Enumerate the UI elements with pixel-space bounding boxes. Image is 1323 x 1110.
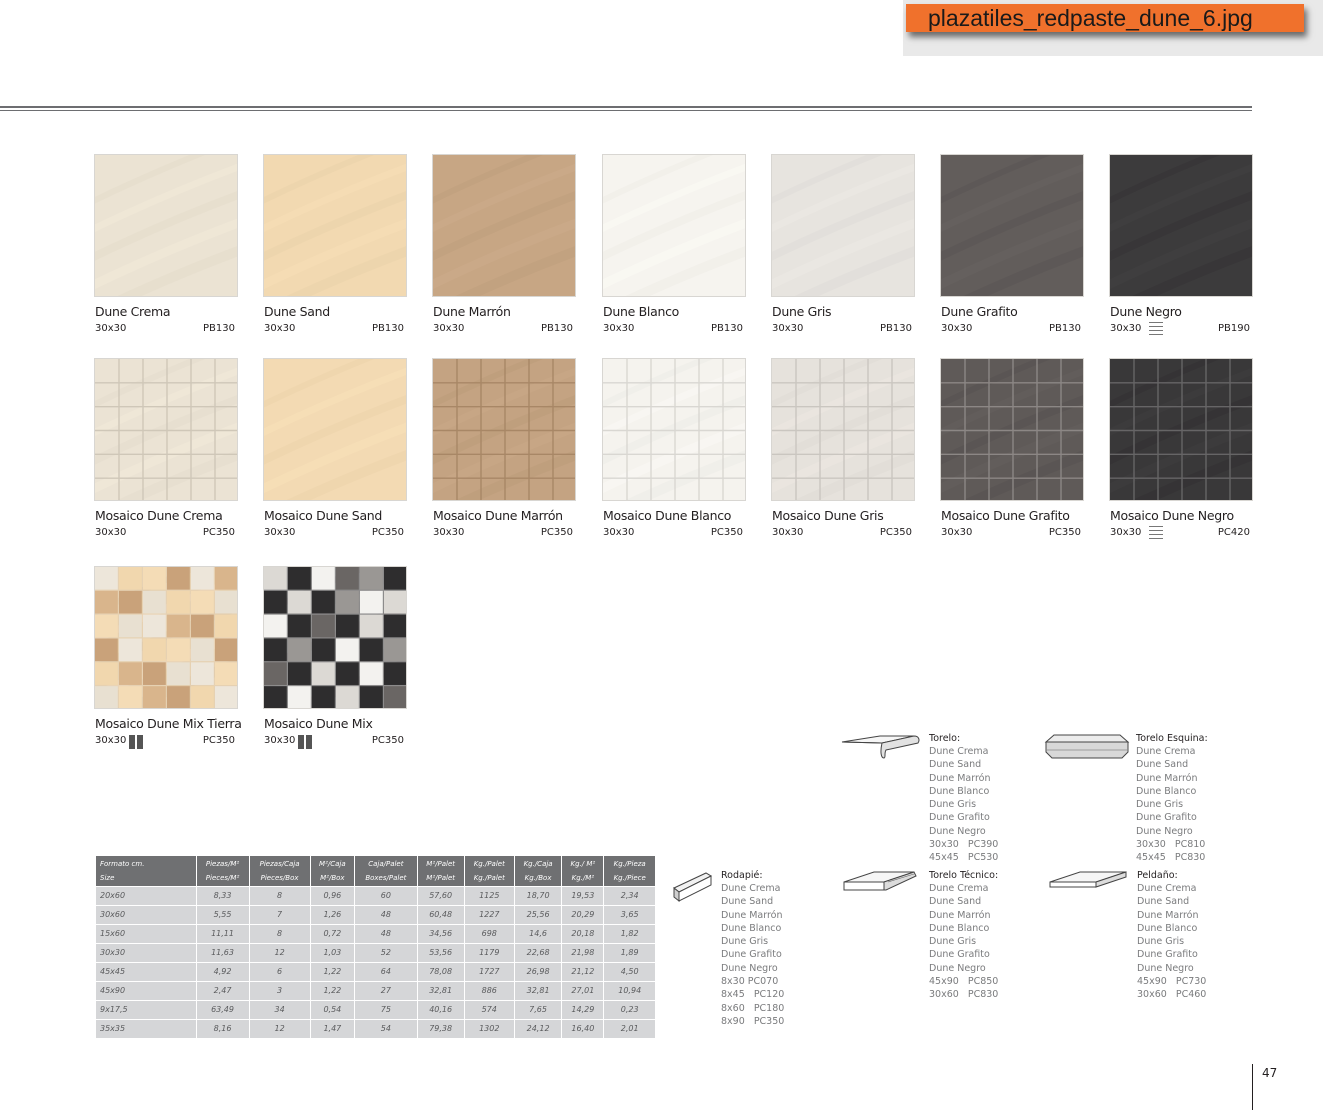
tile-image: [1110, 155, 1253, 297]
tile-name: Mosaico Dune Crema: [95, 508, 223, 523]
tile-name: Dune Crema: [95, 304, 171, 319]
tile-code: PB130: [880, 323, 912, 334]
table-cell: 14,6: [514, 924, 562, 943]
peldano-list: [1137, 882, 1206, 1002]
torelo-title: Torelo:: [929, 733, 961, 744]
accessory-color-item: Dune Blanco: [929, 922, 990, 934]
table-cell: 5,55: [196, 905, 249, 924]
tile-size: 30x30: [603, 323, 635, 334]
table-cell: 25,56: [514, 905, 562, 924]
tile-swatch: [771, 154, 915, 297]
table-head: [96, 856, 656, 886]
table-cell: 60: [355, 886, 418, 905]
table-cell: 4,92: [196, 962, 249, 981]
table-row: [96, 981, 656, 1000]
column-header: Kg./Pieza: [604, 856, 656, 871]
table-cell: 35x35: [96, 1019, 196, 1038]
accessory-color-item: Dune Gris: [929, 936, 977, 948]
header-rule: [0, 106, 1252, 108]
accessory-color-item: Dune Marrón: [929, 772, 991, 784]
accessory-format-code: 8x90 PC350: [721, 1015, 785, 1027]
table-cell: 1,03: [310, 943, 355, 962]
column-header-english: Kg./Palet: [464, 871, 514, 886]
accessory-color-item: Dune Blanco: [1136, 785, 1197, 797]
tile-swatch: [263, 358, 407, 501]
table-cell: 1,47: [310, 1019, 355, 1038]
table-header-row: [96, 856, 656, 871]
table-cell: 40,16: [417, 1000, 464, 1019]
table-body: [96, 886, 656, 1038]
table-cell: 1125: [464, 886, 514, 905]
accessory-color-item: Dune Marrón: [721, 909, 783, 921]
tile-image: [95, 155, 238, 297]
table-row: [96, 943, 656, 962]
tile-code: PB130: [203, 323, 235, 334]
table-cell: 15x60: [96, 924, 196, 943]
torelo-tecnico-title: Torelo Técnico:: [929, 870, 999, 881]
accessory-color-item: Dune Gris: [1136, 799, 1184, 811]
tile-image: [264, 155, 407, 297]
table-cell: 32,81: [514, 981, 562, 1000]
tile-code: PC350: [202, 735, 235, 746]
tile-size: 30x30: [95, 527, 127, 538]
torelo-tecnico-list: [929, 882, 998, 1002]
accessory-color-item: Dune Negro: [721, 962, 778, 974]
tile-code: PC350: [371, 735, 404, 746]
tile-code: PB130: [711, 323, 743, 334]
torelo-esquina-piece-icon: [1044, 732, 1130, 762]
file-name-label: plazatiles_redpaste_dune_6.jpg: [906, 4, 1304, 32]
table-cell: 11,63: [196, 943, 249, 962]
accessory-color-item: Dune Grafito: [1136, 812, 1197, 824]
column-header-english: Pieces/Box: [249, 871, 310, 886]
tile-name: Mosaico Dune Marrón: [433, 508, 563, 523]
table-cell: 53,56: [417, 943, 464, 962]
accessory-color-item: Dune Negro: [1136, 825, 1193, 837]
tile-name: Dune Negro: [1110, 304, 1182, 319]
accessory-color-item: Dune Marrón: [1136, 772, 1198, 784]
table-cell: 20x60: [96, 886, 196, 905]
torelo-piece-icon: [840, 730, 924, 762]
table-cell: 3,65: [604, 905, 656, 924]
tile-code: PC350: [1048, 527, 1081, 538]
accessory-format-code: 8x45 PC120: [721, 989, 785, 1001]
column-header-english: Pieces/M²: [196, 871, 249, 886]
table-cell: 45x90: [96, 981, 196, 1000]
accessory-color-item: Dune Crema: [929, 746, 989, 757]
tile-code: PC350: [540, 527, 573, 538]
tile-image: [95, 359, 238, 501]
rodapie-piece-icon: [670, 868, 714, 904]
table-cell: 8: [249, 886, 310, 905]
accessory-color-item: Dune Sand: [1136, 759, 1189, 771]
tile-size: 30x30: [772, 527, 804, 538]
accessory-color-item: Dune Sand: [929, 896, 982, 908]
tile-swatch: [1109, 358, 1253, 501]
table-row: [96, 1000, 656, 1019]
table-cell: 60,48: [417, 905, 464, 924]
packing-table: [96, 856, 656, 1038]
table-row: [96, 1019, 656, 1038]
accessory-color-item: Dune Gris: [721, 936, 769, 948]
table-cell: 1302: [464, 1019, 514, 1038]
accessory-color-item: Dune Crema: [721, 883, 781, 894]
tile-size: 30x30: [264, 527, 296, 538]
table-row: [96, 905, 656, 924]
column-header: M²/Caja: [310, 856, 355, 871]
table-row: [96, 962, 656, 981]
page-number: 47: [1262, 1066, 1278, 1080]
tile-size: 30x30: [264, 323, 296, 334]
table-cell: 64: [355, 962, 418, 981]
table-cell: 48: [355, 905, 418, 924]
accessory-color-item: Dune Crema: [1137, 883, 1197, 894]
column-header: Kg./Palet: [464, 856, 514, 871]
table-cell: 1,26: [310, 905, 355, 924]
tile-size: 30x30: [264, 735, 296, 746]
table-cell: 75: [355, 1000, 418, 1019]
tile-swatch: [432, 358, 576, 501]
tile-image: [433, 155, 576, 297]
tile-swatch: [602, 154, 746, 297]
tile-code: PB130: [372, 323, 404, 334]
column-header: Piezas/Caja: [249, 856, 310, 871]
table-cell: 1,22: [310, 981, 355, 1000]
accessory-color-item: Dune Negro: [1137, 962, 1194, 974]
table-cell: 30x30: [96, 943, 196, 962]
tile-code: PC350: [371, 527, 404, 538]
peldano-title: Peldaño:: [1137, 870, 1178, 881]
table-cell: 22,68: [514, 943, 562, 962]
accessory-color-item: Dune Crema: [929, 883, 989, 894]
table-cell: 8,33: [196, 886, 249, 905]
table-row: [96, 924, 656, 943]
table-cell: 14,29: [562, 1000, 604, 1019]
accessory-color-item: Dune Sand: [721, 896, 774, 908]
table-cell: 7,65: [514, 1000, 562, 1019]
rodapie-title: Rodapié:: [721, 870, 763, 881]
tile-size: 30x30: [1110, 527, 1142, 538]
accessory-format-code: 45x45 PC530: [929, 852, 999, 864]
accessory-color-item: Dune Grafito: [929, 949, 990, 961]
tile-swatch: [940, 154, 1084, 297]
table-cell: 20,29: [562, 905, 604, 924]
torelo-esquina-title: Torelo Esquina:: [1136, 733, 1208, 744]
table-cell: 1179: [464, 943, 514, 962]
column-header-english: M²/Box: [310, 871, 355, 886]
tile-swatch: [602, 358, 746, 501]
tile-code: PC350: [879, 527, 912, 538]
accessory-format-code: 30x60 PC460: [1137, 989, 1207, 1001]
tile-size: 30x30: [603, 527, 635, 538]
table-cell: 10,94: [604, 981, 656, 1000]
table-cell: 1227: [464, 905, 514, 924]
tile-size: 30x30: [941, 323, 973, 334]
tile-code: PC350: [710, 527, 743, 538]
column-header-english: Size: [96, 871, 196, 886]
tile-swatch: [1109, 154, 1253, 297]
tile-name: Dune Grafito: [941, 304, 1018, 319]
table-cell: 8: [249, 924, 310, 943]
tile-name: Dune Gris: [772, 304, 832, 319]
table-cell: 27: [355, 981, 418, 1000]
table-cell: 26,98: [514, 962, 562, 981]
table-cell: 886: [464, 981, 514, 1000]
column-header-english: Kg./M²: [562, 871, 604, 886]
table-cell: 34: [249, 1000, 310, 1019]
table-cell: 2,47: [196, 981, 249, 1000]
peldano-piece-icon: [1048, 868, 1130, 892]
tile-image: [264, 359, 407, 501]
table-cell: 1727: [464, 962, 514, 981]
column-header-english: Boxes/Palet: [355, 871, 418, 886]
tile-image: [772, 155, 915, 297]
table-cell: 16,40: [562, 1019, 604, 1038]
tile-size: 30x30: [95, 323, 127, 334]
tile-image: [772, 359, 915, 501]
accessory-format-code: 45x45 PC830: [1136, 852, 1206, 864]
column-header: Kg./Caja: [514, 856, 562, 871]
table-cell: 3: [249, 981, 310, 1000]
bars-icon: [129, 734, 145, 748]
torelo-list: [929, 745, 998, 865]
tile-code: PB190: [1218, 323, 1250, 334]
table-cell: 79,38: [417, 1019, 464, 1038]
lines-icon: [1149, 526, 1163, 540]
accessory-format-code: 8x30 PC070: [721, 976, 779, 988]
tile-size: 30x30: [433, 323, 465, 334]
table-row: [96, 886, 656, 905]
tile-code: PB130: [541, 323, 573, 334]
accessory-color-item: Dune Marrón: [929, 909, 991, 921]
tile-code: PC420: [1217, 527, 1250, 538]
accessory-color-item: Dune Blanco: [721, 922, 782, 934]
table-cell: 20,18: [562, 924, 604, 943]
accessory-color-item: Dune Sand: [1137, 896, 1190, 908]
tile-swatch: [263, 154, 407, 297]
tile-image: [603, 359, 746, 501]
table-cell: 19,53: [562, 886, 604, 905]
accessory-color-item: Dune Grafito: [929, 812, 990, 824]
table-cell: 45x45: [96, 962, 196, 981]
tile-swatch: [94, 358, 238, 501]
tile-swatch: [432, 154, 576, 297]
column-header-english: Kg./Piece: [604, 871, 656, 886]
tile-size: 30x30: [95, 735, 127, 746]
accessory-format-code: 30x30 PC810: [1136, 839, 1206, 851]
tile-name: Mosaico Dune Negro: [1110, 508, 1234, 523]
tile-image: [264, 567, 407, 709]
accessory-color-item: Dune Crema: [1136, 746, 1196, 757]
accessory-format-code: 45x90 PC730: [1137, 976, 1207, 988]
table-cell: 11,11: [196, 924, 249, 943]
tile-swatch: [94, 154, 238, 297]
table-cell: 52: [355, 943, 418, 962]
rodapie-list: [721, 882, 784, 1028]
table-cell: 30x60: [96, 905, 196, 924]
table-cell: 6: [249, 962, 310, 981]
column-header: Formato cm.: [96, 856, 196, 871]
table-cell: 24,12: [514, 1019, 562, 1038]
accessory-color-item: Dune Grafito: [1137, 949, 1198, 961]
tile-size: 30x30: [772, 323, 804, 334]
accessory-format-code: 8x60 PC180: [721, 1002, 785, 1014]
table-cell: 0,54: [310, 1000, 355, 1019]
torelo-esquina-list: [1136, 745, 1205, 865]
accessory-color-item: Dune Gris: [929, 799, 977, 811]
tile-size: 30x30: [941, 527, 973, 538]
tile-code: PC350: [202, 527, 235, 538]
table-cell: 0,23: [604, 1000, 656, 1019]
tile-name: Mosaico Dune Mix Tierra: [95, 716, 242, 731]
tile-image: [433, 359, 576, 501]
tile-name: Mosaico Dune Grafito: [941, 508, 1070, 523]
tile-name: Dune Marrón: [433, 304, 511, 319]
table-cell: 12: [249, 1019, 310, 1038]
accessory-color-item: Dune Blanco: [1137, 922, 1198, 934]
column-header: M²/Palet: [417, 856, 464, 871]
accessory-color-item: Dune Negro: [929, 962, 986, 974]
table-cell: 4,50: [604, 962, 656, 981]
table-cell: 27,01: [562, 981, 604, 1000]
accessory-color-item: Dune Marrón: [1137, 909, 1199, 921]
table-cell: 21,98: [562, 943, 604, 962]
tile-image: [1110, 359, 1253, 501]
header-rule-thin: [0, 110, 1252, 111]
accessory-format-code: 30x60 PC830: [929, 989, 999, 1001]
tile-swatch: [263, 566, 407, 709]
table-cell: 7: [249, 905, 310, 924]
lines-icon: [1149, 322, 1163, 336]
table-cell: 0,72: [310, 924, 355, 943]
tile-swatch: [771, 358, 915, 501]
tile-image: [941, 359, 1084, 501]
column-header: Piezas/M²: [196, 856, 249, 871]
table-cell: 63,49: [196, 1000, 249, 1019]
table-cell: 57,60: [417, 886, 464, 905]
table-cell: 32,81: [417, 981, 464, 1000]
tile-swatch: [94, 566, 238, 709]
tile-image: [941, 155, 1084, 297]
accessory-format-code: 45x90 PC850: [929, 976, 999, 988]
page-number-rule: [1252, 1064, 1253, 1110]
table-cell: 12: [249, 943, 310, 962]
table-cell: 8,16: [196, 1019, 249, 1038]
tile-swatch: [940, 358, 1084, 501]
accessory-color-item: Dune Sand: [929, 759, 982, 771]
column-header-english: M²/Palet: [417, 871, 464, 886]
tile-code: PB130: [1049, 323, 1081, 334]
table-cell: 48: [355, 924, 418, 943]
tile-name: Dune Sand: [264, 304, 330, 319]
column-header: Kg./ M²: [562, 856, 604, 871]
table-cell: 0,96: [310, 886, 355, 905]
table-cell: 574: [464, 1000, 514, 1019]
tile-name: Mosaico Dune Mix: [264, 716, 373, 731]
tile-image: [95, 567, 238, 709]
table-cell: 1,82: [604, 924, 656, 943]
torelo-tecnico-piece-icon: [840, 868, 920, 896]
table-cell: 54: [355, 1019, 418, 1038]
tile-name: Mosaico Dune Blanco: [603, 508, 732, 523]
tile-size: 30x30: [433, 527, 465, 538]
table-cell: 9x17,5: [96, 1000, 196, 1019]
table-cell: 2,34: [604, 886, 656, 905]
table-cell: 34,56: [417, 924, 464, 943]
table-cell: 1,22: [310, 962, 355, 981]
table-cell: 18,70: [514, 886, 562, 905]
table-cell: 1,89: [604, 943, 656, 962]
tile-size: 30x30: [1110, 323, 1142, 334]
table-cell: 2,01: [604, 1019, 656, 1038]
bars-icon: [298, 734, 314, 748]
column-header-english: Kg./Box: [514, 871, 562, 886]
tile-name: Dune Blanco: [603, 304, 679, 319]
accessory-format-code: 30x30 PC390: [929, 839, 999, 851]
column-header: Caja/Palet: [355, 856, 418, 871]
accessory-color-item: Dune Gris: [1137, 936, 1185, 948]
tile-image: [603, 155, 746, 297]
accessory-color-item: Dune Blanco: [929, 785, 990, 797]
table-cell: 698: [464, 924, 514, 943]
table-cell: 21,12: [562, 962, 604, 981]
tile-name: Mosaico Dune Gris: [772, 508, 884, 523]
tile-name: Mosaico Dune Sand: [264, 508, 383, 523]
accessory-color-item: Dune Negro: [929, 825, 986, 837]
table-cell: 78,08: [417, 962, 464, 981]
table-header-row-english: [96, 871, 656, 886]
accessory-color-item: Dune Grafito: [721, 949, 782, 961]
